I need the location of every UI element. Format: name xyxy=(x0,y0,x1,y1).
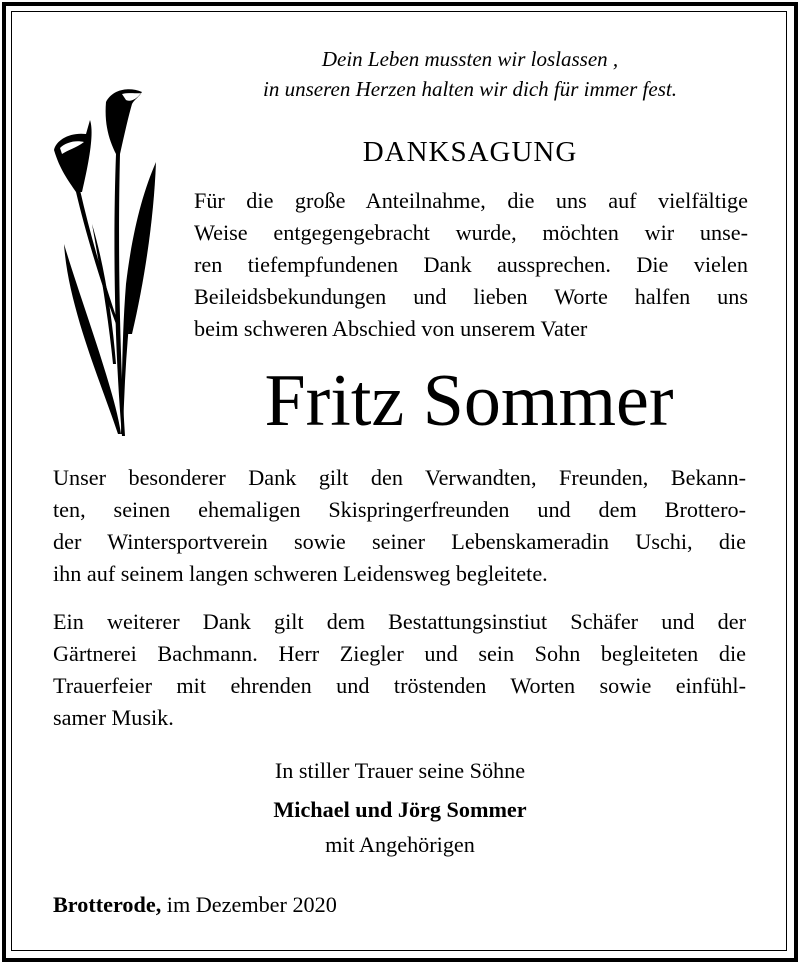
paragraph-line: der Wintersportverein sowie seiner Lebenskameradin Uschi, die xyxy=(53,529,746,554)
thanks-paragraph-1 xyxy=(53,462,746,590)
intro-line: Für die große Anteilnahme, die uns auf vielfältige xyxy=(194,188,748,213)
motto xyxy=(200,44,740,104)
deceased-name: Fritz Sommer xyxy=(264,360,674,442)
motto-line-2: in unseren Herzen halten wir dich für immer fest. xyxy=(263,77,677,101)
date: im Dezember 2020 xyxy=(166,892,337,917)
intro-line: ren tiefempfundenen Dank aussprechen. Die vielen xyxy=(194,252,748,277)
paragraph-line: Unser besonderer Dank gilt den Verwandten, Freunden, Bekann- xyxy=(53,465,746,490)
motto-line-1: Dein Leben mussten wir loslassen , xyxy=(321,47,619,71)
paragraph-line: samer Musik. xyxy=(53,705,174,730)
heading-danksagung: DANKSAGUNG xyxy=(362,136,578,168)
intro-line: beim schweren Abschied von unserem Vater xyxy=(194,316,588,341)
closing-line-relatives: mit Angehörigen xyxy=(325,832,475,857)
thanks-paragraph-2 xyxy=(53,606,746,734)
paragraph-line: Trauerfeier mit ehrenden und tröstenden Worten sowie einfühl- xyxy=(53,673,746,698)
calla-lily-icon xyxy=(46,84,166,440)
closing-names: Michael und Jörg Sommer xyxy=(273,797,527,822)
place: Brotterode, xyxy=(53,892,162,917)
paragraph-line: ihn auf seinem langen schweren Leidensweg begleitete. xyxy=(53,561,548,586)
place-date xyxy=(53,892,337,918)
intro-line: Weise entgegengebracht wurde, möchten wir unse- xyxy=(194,220,748,245)
closing-line-mourning: In stiller Trauer seine Söhne xyxy=(274,758,526,783)
paragraph-line: ten, seinen ehemaligen Skispringerfreunden und dem Brottero- xyxy=(53,497,746,522)
paragraph-line: Gärtnerei Bachmann. Herr Ziegler und sein Sohn begleiteten die xyxy=(53,641,746,666)
intro-text xyxy=(194,185,748,345)
intro-line: Beileidsbekundungen und lieben Worte halfen uns xyxy=(194,284,748,309)
paragraph-line: Ein weiterer Dank gilt dem Bestattungsinstiut Schäfer und der xyxy=(53,609,746,634)
